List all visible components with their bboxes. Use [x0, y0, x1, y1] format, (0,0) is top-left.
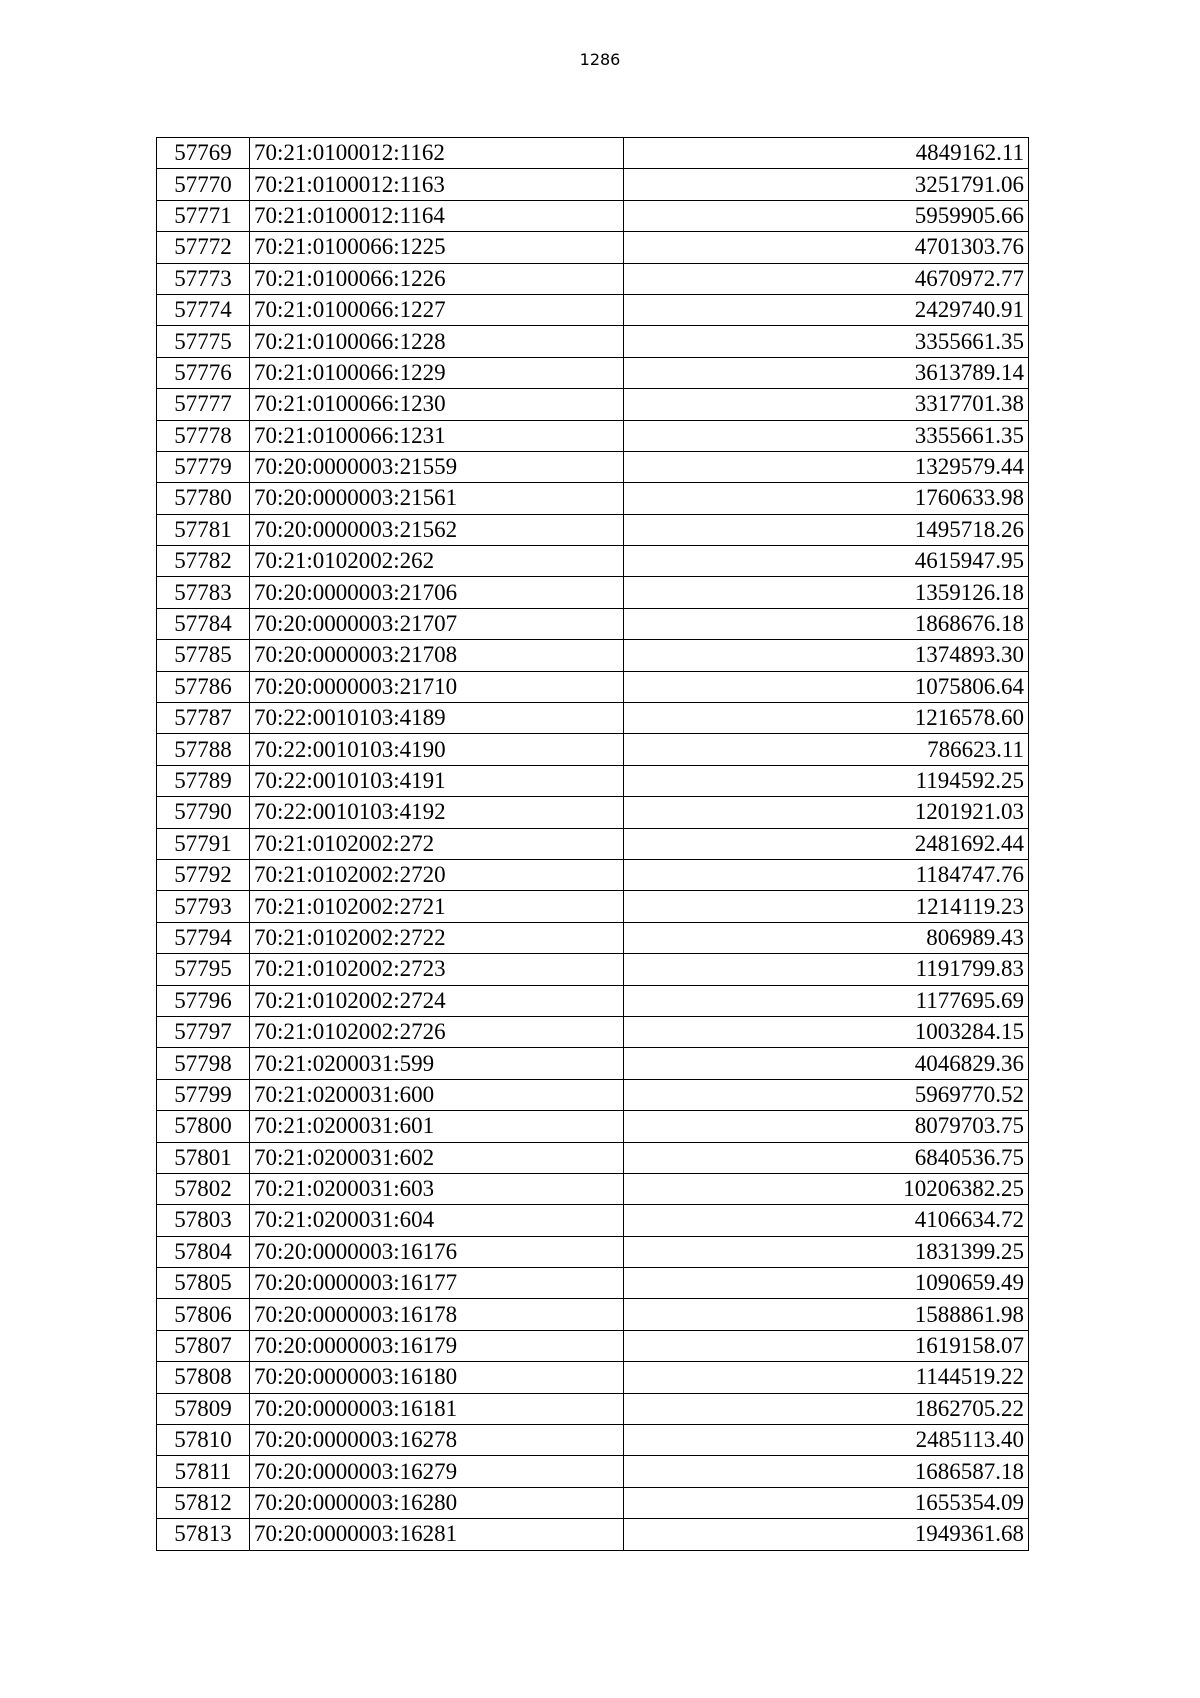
- table-row: [157, 514, 1029, 545]
- cadastral-number-cell: 70:22:0010103:4189: [250, 703, 624, 734]
- cadastral-number-cell: 70:20:0000003:16181: [250, 1393, 624, 1424]
- table-row: [157, 1236, 1029, 1267]
- cadastral-number-cell: 70:21:0100066:1225: [250, 232, 624, 263]
- cadastral-number-cell: 70:21:0102002:262: [250, 546, 624, 577]
- table-row: [157, 797, 1029, 828]
- row-number-cell: 57791: [157, 828, 250, 859]
- cadastral-number-cell: 70:21:0100066:1228: [250, 326, 624, 357]
- row-number-cell: 57797: [157, 1016, 250, 1047]
- cadastral-number-cell: 70:21:0100012:1164: [250, 200, 624, 231]
- cadastral-value-cell: 4701303.76: [624, 232, 1029, 263]
- cadastral-number-cell: 70:20:0000003:16280: [250, 1487, 624, 1518]
- cadastral-value-cell: 786623.11: [624, 734, 1029, 765]
- row-number-cell: 57798: [157, 1048, 250, 1079]
- cadastral-value-cell: 8079703.75: [624, 1111, 1029, 1142]
- cadastral-value-cell: 1214119.23: [624, 891, 1029, 922]
- cadastral-number-cell: 70:21:0102002:2721: [250, 891, 624, 922]
- cadastral-number-cell: 70:20:0000003:16278: [250, 1425, 624, 1456]
- table-row: [157, 828, 1029, 859]
- cadastral-value-cell: 4106634.72: [624, 1205, 1029, 1236]
- table-row: [157, 891, 1029, 922]
- cadastral-number-cell: 70:21:0200031:600: [250, 1079, 624, 1110]
- cadastral-value-cell: 5959905.66: [624, 200, 1029, 231]
- cadastral-number-cell: 70:21:0100066:1231: [250, 420, 624, 451]
- row-number-cell: 57770: [157, 169, 250, 200]
- row-number-cell: 57773: [157, 263, 250, 294]
- table-row: [157, 1519, 1029, 1550]
- table-row: [157, 734, 1029, 765]
- cadastral-value-cell: 1359126.18: [624, 577, 1029, 608]
- cadastral-value-cell: 1184747.76: [624, 859, 1029, 890]
- cadastral-number-cell: 70:20:0000003:21562: [250, 514, 624, 545]
- cadastral-number-cell: 70:21:0100012:1163: [250, 169, 624, 200]
- row-number-cell: 57779: [157, 451, 250, 482]
- cadastral-value-cell: 1201921.03: [624, 797, 1029, 828]
- cadastral-value-cell: 1949361.68: [624, 1519, 1029, 1550]
- table-row: [157, 483, 1029, 514]
- cadastral-number-cell: 70:20:0000003:21707: [250, 608, 624, 639]
- row-number-cell: 57772: [157, 232, 250, 263]
- row-number-cell: 57800: [157, 1111, 250, 1142]
- table-row: [157, 859, 1029, 890]
- cadastral-value-cell: 4615947.95: [624, 546, 1029, 577]
- table-row: [157, 1016, 1029, 1047]
- cadastral-number-cell: 70:21:0100066:1226: [250, 263, 624, 294]
- table-body: [157, 138, 1029, 1551]
- table-row: [157, 294, 1029, 325]
- cadastral-number-cell: 70:20:0000003:21710: [250, 671, 624, 702]
- table-row: [157, 1393, 1029, 1424]
- cadastral-number-cell: 70:21:0102002:2722: [250, 922, 624, 953]
- cadastral-value-cell: 1090659.49: [624, 1268, 1029, 1299]
- cadastral-value-cell: 4046829.36: [624, 1048, 1029, 1079]
- cadastral-value-cell: 1495718.26: [624, 514, 1029, 545]
- cadastral-number-cell: 70:22:0010103:4192: [250, 797, 624, 828]
- row-number-cell: 57780: [157, 483, 250, 514]
- cadastral-number-cell: 70:21:0102002:2720: [250, 859, 624, 890]
- cadastral-number-cell: 70:20:0000003:16179: [250, 1330, 624, 1361]
- row-number-cell: 57784: [157, 608, 250, 639]
- table-row: [157, 326, 1029, 357]
- cadastral-number-cell: 70:21:0102002:272: [250, 828, 624, 859]
- table-row: [157, 640, 1029, 671]
- cadastral-value-cell: 1194592.25: [624, 765, 1029, 796]
- row-number-cell: 57775: [157, 326, 250, 357]
- cadastral-value-cell: 1760633.98: [624, 483, 1029, 514]
- row-number-cell: 57803: [157, 1205, 250, 1236]
- cadastral-value-cell: 4670972.77: [624, 263, 1029, 294]
- table-row: [157, 1205, 1029, 1236]
- cadastral-value-cell: 3317701.38: [624, 389, 1029, 420]
- row-number-cell: 57785: [157, 640, 250, 671]
- table-row: [157, 451, 1029, 482]
- row-number-cell: 57807: [157, 1330, 250, 1361]
- row-number-cell: 57806: [157, 1299, 250, 1330]
- cadastral-number-cell: 70:20:0000003:21561: [250, 483, 624, 514]
- table-row: [157, 263, 1029, 294]
- row-number-cell: 57799: [157, 1079, 250, 1110]
- cadastral-value-cell: 2429740.91: [624, 294, 1029, 325]
- row-number-cell: 57810: [157, 1425, 250, 1456]
- cadastral-value-cell: 5969770.52: [624, 1079, 1029, 1110]
- cadastral-number-cell: 70:20:0000003:21708: [250, 640, 624, 671]
- table-row: [157, 954, 1029, 985]
- cadastral-number-cell: 70:21:0102002:2724: [250, 985, 624, 1016]
- row-number-cell: 57812: [157, 1487, 250, 1518]
- cadastral-value-cell: 1329579.44: [624, 451, 1029, 482]
- row-number-cell: 57776: [157, 357, 250, 388]
- cadastral-number-cell: 70:20:0000003:16180: [250, 1362, 624, 1393]
- cadastral-number-cell: 70:21:0200031:599: [250, 1048, 624, 1079]
- row-number-cell: 57813: [157, 1519, 250, 1550]
- table-row: [157, 1268, 1029, 1299]
- row-number-cell: 57769: [157, 138, 250, 169]
- cadastral-number-cell: 70:21:0100066:1230: [250, 389, 624, 420]
- cadastral-number-cell: 70:21:0100012:1162: [250, 138, 624, 169]
- row-number-cell: 57794: [157, 922, 250, 953]
- cadastral-value-cell: 1862705.22: [624, 1393, 1029, 1424]
- table-row: [157, 546, 1029, 577]
- cadastral-number-cell: 70:20:0000003:16178: [250, 1299, 624, 1330]
- row-number-cell: 57786: [157, 671, 250, 702]
- table-row: [157, 1425, 1029, 1456]
- cadastral-number-cell: 70:21:0200031:604: [250, 1205, 624, 1236]
- table-row: [157, 200, 1029, 231]
- cadastral-value-cell: 1075806.64: [624, 671, 1029, 702]
- table-row: [157, 608, 1029, 639]
- table-row: [157, 138, 1029, 169]
- row-number-cell: 57790: [157, 797, 250, 828]
- row-number-cell: 57793: [157, 891, 250, 922]
- cadastral-number-cell: 70:21:0200031:602: [250, 1142, 624, 1173]
- row-number-cell: 57789: [157, 765, 250, 796]
- table-row: [157, 420, 1029, 451]
- table-row: [157, 1456, 1029, 1487]
- table-row: [157, 357, 1029, 388]
- cadastral-number-cell: 70:22:0010103:4191: [250, 765, 624, 796]
- row-number-cell: 57811: [157, 1456, 250, 1487]
- row-number-cell: 57796: [157, 985, 250, 1016]
- cadastral-number-cell: 70:20:0000003:16281: [250, 1519, 624, 1550]
- cadastral-value-cell: 1868676.18: [624, 608, 1029, 639]
- cadastral-value-cell: 1191799.83: [624, 954, 1029, 985]
- row-number-cell: 57787: [157, 703, 250, 734]
- row-number-cell: 57774: [157, 294, 250, 325]
- table-row: [157, 1362, 1029, 1393]
- table-row: [157, 985, 1029, 1016]
- table-row: [157, 577, 1029, 608]
- cadastral-number-cell: 70:21:0200031:603: [250, 1173, 624, 1204]
- cadastral-value-cell: 3251791.06: [624, 169, 1029, 200]
- table-row: [157, 1079, 1029, 1110]
- cadastral-value-cell: 806989.43: [624, 922, 1029, 953]
- table-row: [157, 765, 1029, 796]
- row-number-cell: 57778: [157, 420, 250, 451]
- cadastral-number-cell: 70:21:0100066:1227: [250, 294, 624, 325]
- row-number-cell: 57804: [157, 1236, 250, 1267]
- row-number-cell: 57783: [157, 577, 250, 608]
- cadastral-value-cell: 1003284.15: [624, 1016, 1029, 1047]
- row-number-cell: 57805: [157, 1268, 250, 1299]
- cadastral-value-cell: 1831399.25: [624, 1236, 1029, 1267]
- cadastral-value-cell: 1588861.98: [624, 1299, 1029, 1330]
- cadastral-value-cell: 3355661.35: [624, 420, 1029, 451]
- table-row: [157, 922, 1029, 953]
- row-number-cell: 57792: [157, 859, 250, 890]
- cadastral-number-cell: 70:21:0100066:1229: [250, 357, 624, 388]
- cadastral-value-cell: 1144519.22: [624, 1362, 1029, 1393]
- row-number-cell: 57795: [157, 954, 250, 985]
- row-number-cell: 57808: [157, 1362, 250, 1393]
- row-number-cell: 57781: [157, 514, 250, 545]
- row-number-cell: 57809: [157, 1393, 250, 1424]
- cadastral-value-cell: 1177695.69: [624, 985, 1029, 1016]
- cadastral-number-cell: 70:20:0000003:21706: [250, 577, 624, 608]
- cadastral-value-cell: 1619158.07: [624, 1330, 1029, 1361]
- cadastral-number-cell: 70:20:0000003:16177: [250, 1268, 624, 1299]
- table-row: [157, 1487, 1029, 1518]
- row-number-cell: 57802: [157, 1173, 250, 1204]
- cadastral-value-cell: 2481692.44: [624, 828, 1029, 859]
- table-row: [157, 1299, 1029, 1330]
- row-number-cell: 57771: [157, 200, 250, 231]
- cadastral-number-cell: 70:21:0102002:2723: [250, 954, 624, 985]
- cadastral-number-cell: 70:20:0000003:21559: [250, 451, 624, 482]
- table-row: [157, 1048, 1029, 1079]
- cadastral-value-cell: 1374893.30: [624, 640, 1029, 671]
- table-row: [157, 1142, 1029, 1173]
- cadastral-number-cell: 70:20:0000003:16176: [250, 1236, 624, 1267]
- table-row: [157, 1111, 1029, 1142]
- table-row: [157, 1330, 1029, 1361]
- cadastral-number-cell: 70:21:0102002:2726: [250, 1016, 624, 1047]
- table-row: [157, 1173, 1029, 1204]
- cadastral-value-cell: 6840536.75: [624, 1142, 1029, 1173]
- table-row: [157, 169, 1029, 200]
- cadastral-number-cell: 70:21:0200031:601: [250, 1111, 624, 1142]
- table-row: [157, 671, 1029, 702]
- cadastral-value-cell: 1216578.60: [624, 703, 1029, 734]
- table-row: [157, 232, 1029, 263]
- cadastral-value-cell: 1686587.18: [624, 1456, 1029, 1487]
- cadastral-value-table: [156, 137, 1029, 1551]
- row-number-cell: 57788: [157, 734, 250, 765]
- page-number: 1286: [579, 50, 621, 69]
- cadastral-value-cell: 4849162.11: [624, 138, 1029, 169]
- cadastral-value-cell: 2485113.40: [624, 1425, 1029, 1456]
- row-number-cell: 57777: [157, 389, 250, 420]
- row-number-cell: 57801: [157, 1142, 250, 1173]
- table-row: [157, 703, 1029, 734]
- cadastral-value-cell: 3613789.14: [624, 357, 1029, 388]
- cadastral-number-cell: 70:20:0000003:16279: [250, 1456, 624, 1487]
- row-number-cell: 57782: [157, 546, 250, 577]
- cadastral-number-cell: 70:22:0010103:4190: [250, 734, 624, 765]
- cadastral-value-cell: 3355661.35: [624, 326, 1029, 357]
- cadastral-value-cell: 1655354.09: [624, 1487, 1029, 1518]
- table-row: [157, 389, 1029, 420]
- cadastral-value-cell: 10206382.25: [624, 1173, 1029, 1204]
